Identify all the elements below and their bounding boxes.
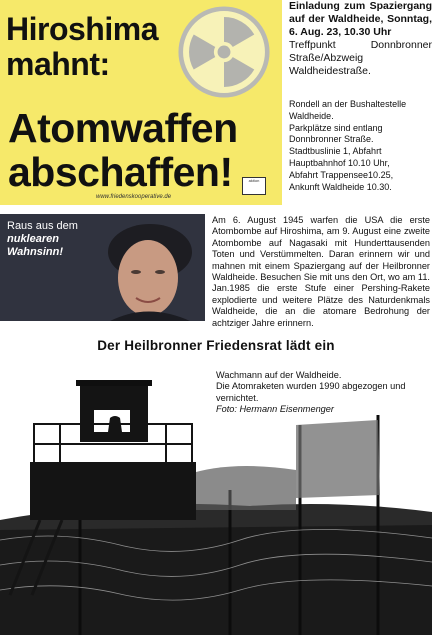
poster-title-main — [8, 106, 278, 194]
watchtower-photo — [0, 380, 432, 635]
detail-line: Stadtbuslinie 1, Abfahrt Hauptbahnhof 10.10 Uhr, — [289, 146, 390, 168]
detail-line: Rondell an der Bushaltestelle Waldheide. — [289, 99, 407, 121]
photo-credit: Foto: Hermann Eisenmenger — [216, 404, 334, 415]
radiation-icon — [178, 6, 270, 98]
poster-title-line3: Atomwaffen — [8, 105, 238, 151]
history-paragraph: Am 6. August 1945 warfen die USA die erste Atombombe auf Hiroshima, am 9. August eine zweite Atombombe auf Nagasaki mit Hunderttausenden Toten und Verstümmelten. Daran erinnern wir und mahnen mit einem Spaziergang auf der Heilbronner Waldheide. Besuchen Sie mit uns den Ort, wo am 11. Jan.1985 die erste Stufe einer Pershing-Rakete explodierte und weitere Plätze des Naturdenkmals Waldheide, die an die atomare Bedrohung der achtziger Jahre erinnern. — [212, 215, 430, 328]
detail-line: Abfahrt Trappensee10.25, — [289, 169, 394, 180]
poster-title-line4: abschaffen! — [8, 149, 233, 195]
invitation-text — [289, 0, 432, 78]
poster-title-line2: mahnt: — [6, 46, 110, 82]
headline: Der Heilbronner Friedensrat lädt ein — [97, 338, 335, 353]
poster-title-line1: Hiroshima — [6, 11, 158, 47]
poster — [0, 0, 282, 205]
detail-line: Parkplätze sind entlang Donnbronner Straße. — [289, 122, 383, 145]
invitation-details — [289, 99, 432, 193]
portrait-caption-line1: Raus aus dem — [7, 220, 78, 232]
detail-line: Ankunft Waldheide 10.30. — [289, 181, 392, 192]
photo-caption-line1: Wachmann auf der Waldheide. — [216, 370, 342, 380]
photo-caption — [216, 370, 431, 416]
poster-url: www.friedenskooperative.de — [96, 194, 172, 200]
poster-title-top — [6, 12, 191, 82]
invitation-meeting-point: Treffpunkt Donnbronner Straße/Abzweig Waldheidestraße. — [289, 39, 432, 77]
poster-stamp: aktion — [242, 177, 266, 195]
portrait-caption-line2: nuklearen Wahnsinn! — [7, 233, 64, 258]
photo-caption-line2: Die Atomraketen wurden 1990 abgezogen und vernichtet. — [216, 381, 406, 403]
invitation-bold: Einladung zum Spaziergang auf der Waldheide, Sonntag, 6. Aug. 23, 10.30 Uhr — [289, 0, 432, 38]
portrait-banner — [0, 214, 205, 321]
